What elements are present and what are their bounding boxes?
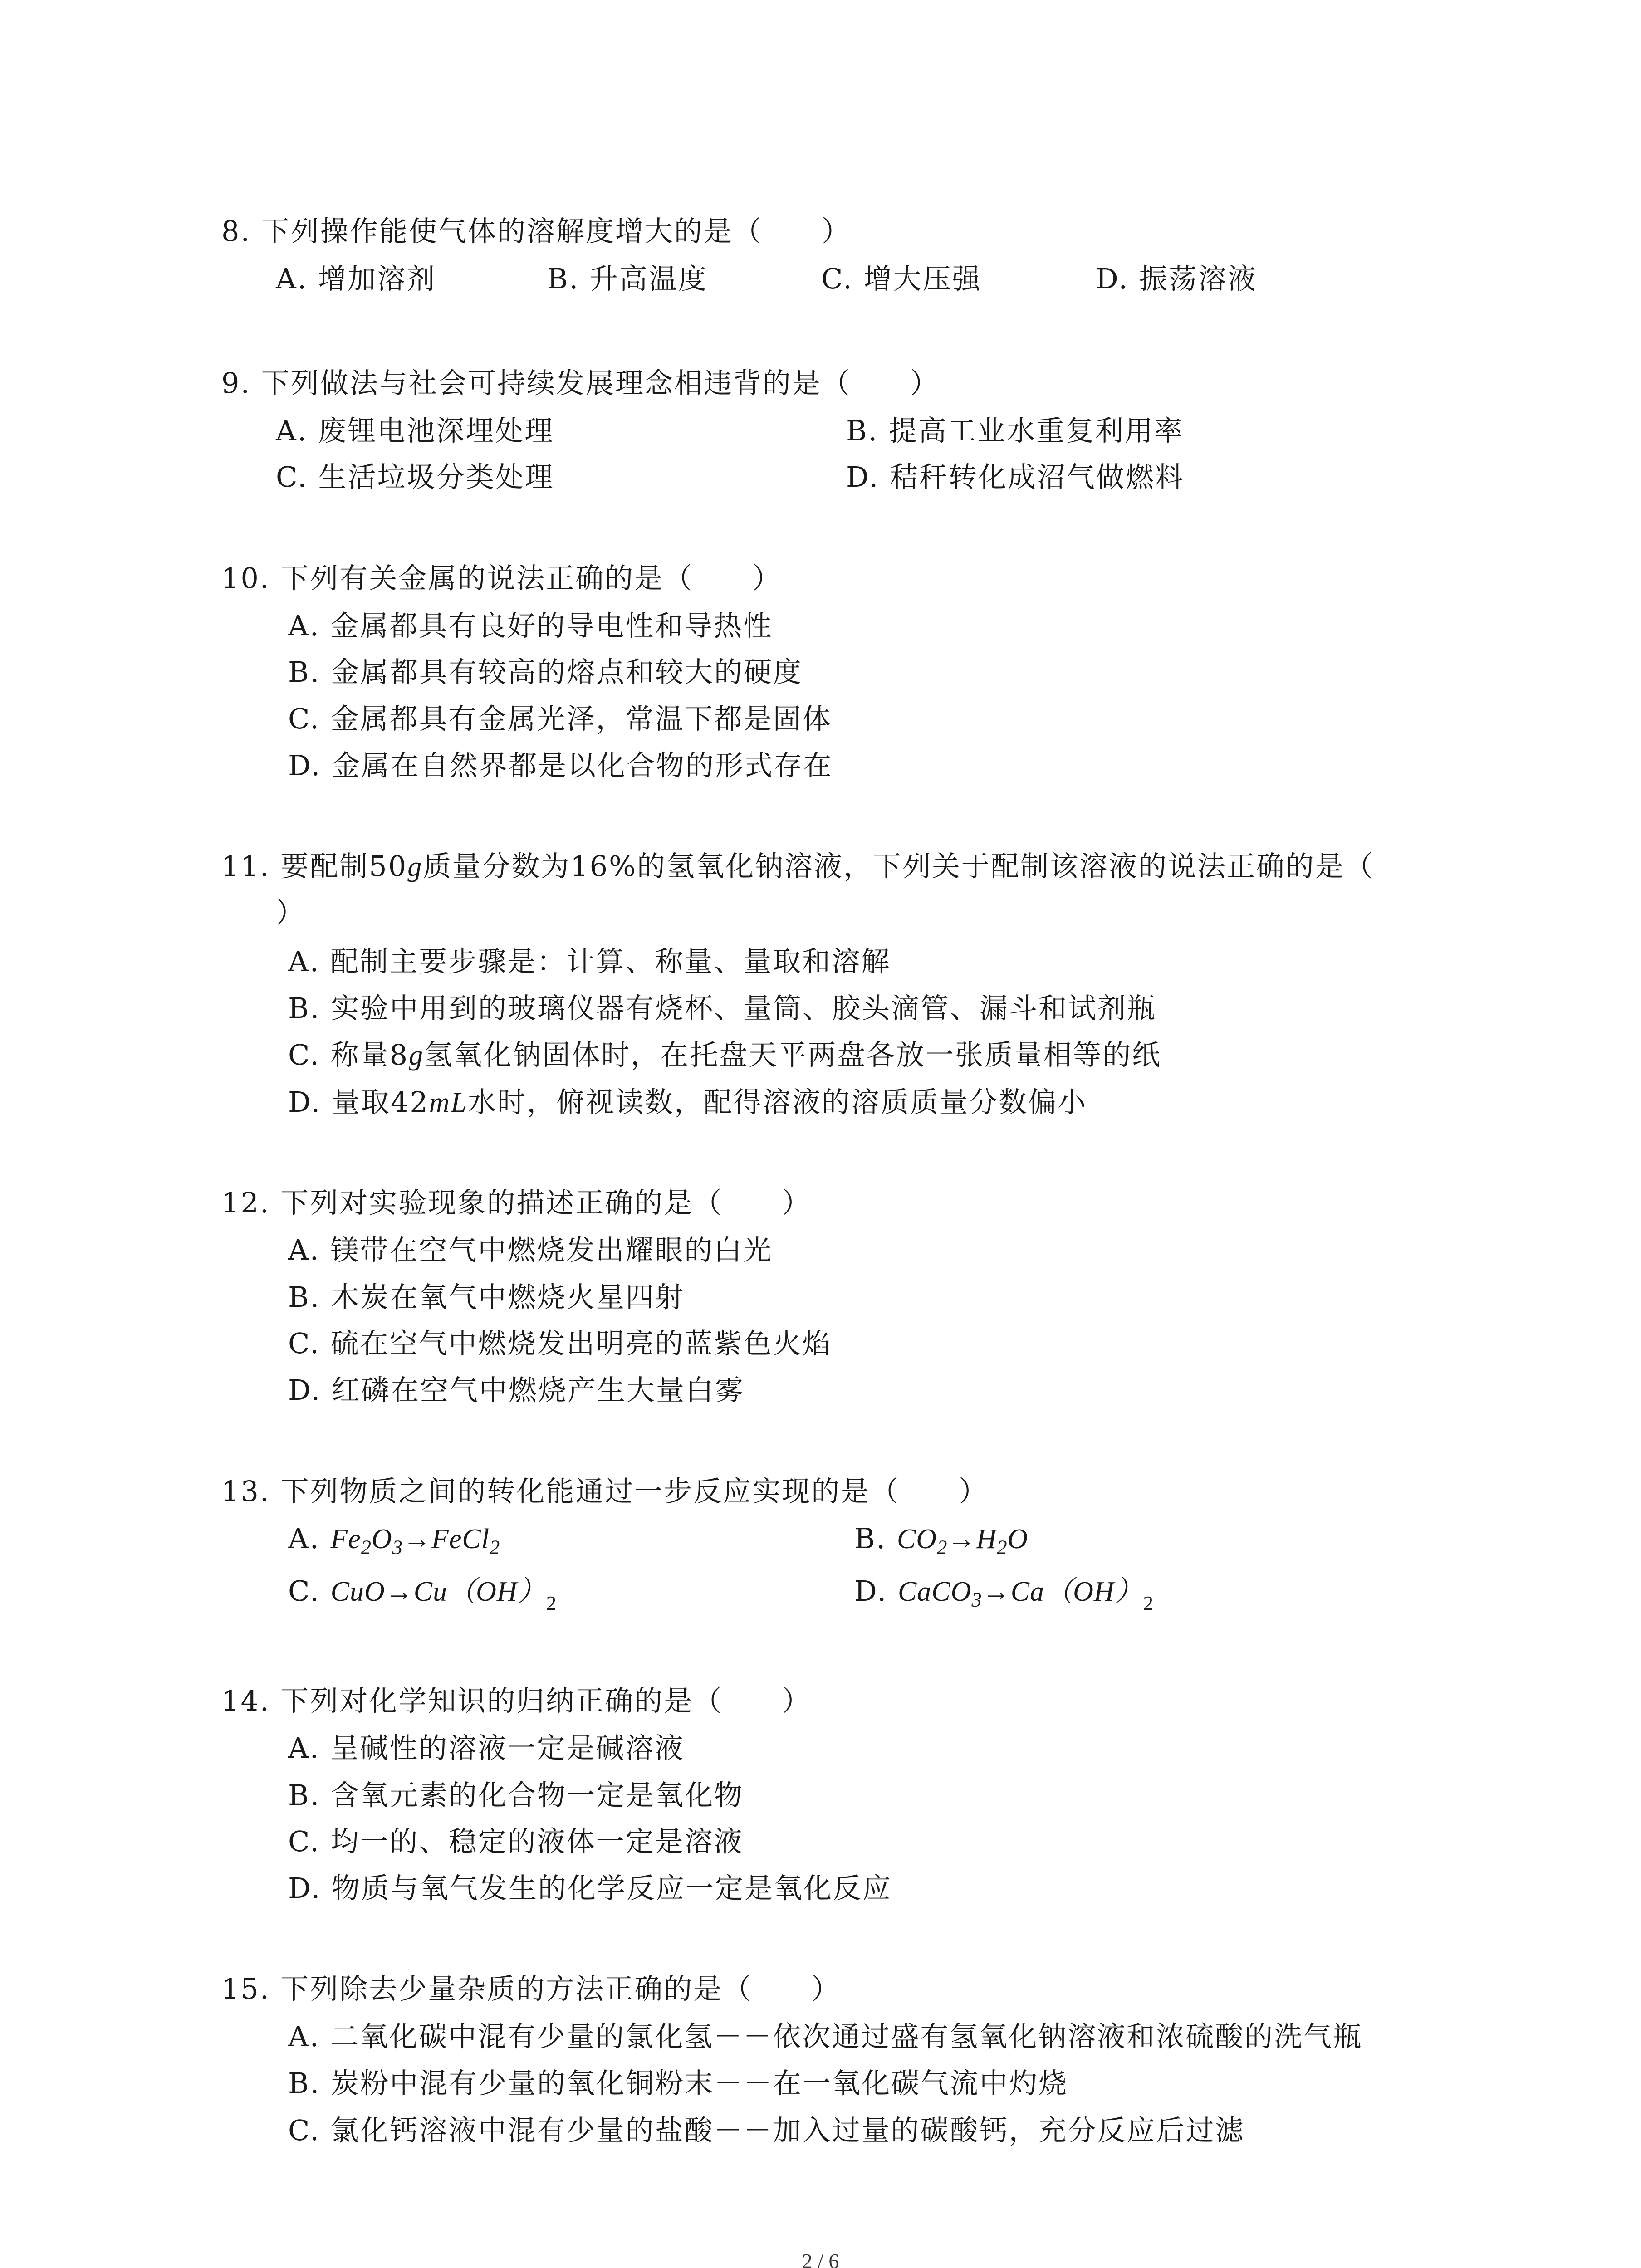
q12-option-a: A. 镁带在空气中燃烧发出耀眼的白光 [288,1233,773,1266]
q12-stem: 12. 下列对实验现象的描述正确的是（ ） [221,1186,812,1219]
q12-option-d: D. 红磷在空气中燃烧产生大量白雾 [288,1374,745,1407]
q8-option-d: D. 振荡溶液 [1096,262,1257,295]
q9-stem: 9. 下列做法与社会可持续发展理念相违背的是（ ） [221,367,940,400]
q15-option-b: B. 炭粉中混有少量的氧化铜粉末－－在一氧化碳气流中灼烧 [288,2067,1068,2100]
q13-option-b-formula: $CO_2\to H_2O$ [897,1524,1029,1559]
q11-option-b: B. 实验中用到的玻璃仪器有烧杯、量筒、胶头滴管、漏斗和试剂瓶 [288,992,1156,1025]
q15-option-c: C. 氯化钙溶液中混有少量的盐酸－－加入过量的碳酸钙，充分反应后过滤 [288,2114,1245,2147]
q13-option-c-formula: $CuO\to Cu(OH)_2$ [330,1576,557,1615]
q13-option-c [288,1573,557,1615]
q13-option-c-label: C. [288,1574,320,1608]
q13-option-d [854,1573,1154,1615]
q14-option-c: C. 均一的、稳定的液体一定是溶液 [288,1825,744,1858]
q11-option-d-unit: mL [429,1087,468,1118]
q8-stem: 8. 下列操作能使气体的溶解度增大的是（ ） [221,215,851,248]
q11-option-c-unit: g [409,1040,425,1071]
q12-option-c: C. 硫在空气中燃烧发出明亮的蓝紫色火焰 [288,1327,832,1360]
q14-option-a: A. 呈碱性的溶液一定是碱溶液 [288,1731,685,1765]
q12-option-b: B. 木炭在氧气中燃烧火星四射 [288,1281,685,1314]
q14-option-d: D. 物质与氧气发生的化学反应一定是氧化反应 [288,1872,892,1905]
q15-stem: 15. 下列除去少量杂质的方法正确的是（ ） [221,1972,841,2005]
q10-option-a: A. 金属都具有良好的导电性和导热性 [288,609,773,642]
q11-option-d [288,1084,1087,1121]
q8-option-c: C. 增大压强 [821,262,982,295]
q11-stem-continued: ） [276,896,306,929]
q8-option-b: B. 升高温度 [547,262,708,295]
q11-option-d-prefix: D. 量取42 [288,1085,429,1119]
q13-stem: 13. 下列物质之间的转化能通过一步反应实现的是（ ） [221,1475,989,1508]
q11-option-c-suffix: 氢氧化钠固体时，在托盘天平两盘各放一张质量相等的纸 [424,1038,1162,1071]
q10-option-d: D. 金属在自然界都是以化合物的形式存在 [288,749,833,782]
q11-option-a: A. 配制主要步骤是：计算、称量、量取和溶解 [288,945,891,978]
q13-option-a-label: A. [288,1522,320,1555]
q9-option-a: A. 废锂电池深埋处理 [276,414,554,447]
q10-option-b: B. 金属都具有较高的熔点和较大的硬度 [288,655,803,689]
q15-option-a: A. 二氧化碳中混有少量的氯化氢－－依次通过盛有氢氧化钠溶液和浓硫酸的洗气瓶 [288,2020,1363,2053]
q9-option-d: D. 秸秆转化成沼气做燃料 [846,460,1185,494]
page-number: 2 / 6 [802,2249,839,2268]
q13-option-a [288,1520,500,1557]
q11-stem-unit: g [407,851,423,882]
q14-stem: 14. 下列对化学知识的归纳正确的是（ ） [221,1684,812,1717]
q14-option-b: B. 含氧元素的化合物一定是氧化物 [288,1779,744,1812]
q11-stem-prefix: 11. 要配制50 [221,850,408,883]
q11-option-c-prefix: C. 称量8 [288,1038,409,1071]
q11-stem [221,848,1374,885]
q9-option-b: B. 提高工业水重复利用率 [846,414,1184,447]
q13-option-b [854,1520,1028,1557]
q13-option-b-label: B. [854,1522,887,1555]
q13-option-a-formula: $Fe_2O_3\to FeCl_2$ [330,1524,500,1559]
q13-option-d-formula: $CaCO_3\to Ca(OH)_2$ [897,1576,1154,1615]
q11-stem-suffix: 质量分数为16%的氢氧化钠溶液，下列关于配制该溶液的说法正确的是（ [423,850,1375,883]
q10-stem: 10. 下列有关金属的说法正确的是（ ） [221,562,782,595]
q11-option-c [288,1037,1161,1074]
q9-option-c: C. 生活垃圾分类处理 [276,460,554,494]
q13-option-d-label: D. [854,1574,888,1608]
q11-option-d-suffix: 水时，俯视读数，配得溶液的溶质质量分数偏小 [468,1085,1087,1119]
q10-option-c: C. 金属都具有金属光泽，常温下都是固体 [288,702,832,735]
q8-option-a: A. 增加溶剂 [276,262,436,295]
